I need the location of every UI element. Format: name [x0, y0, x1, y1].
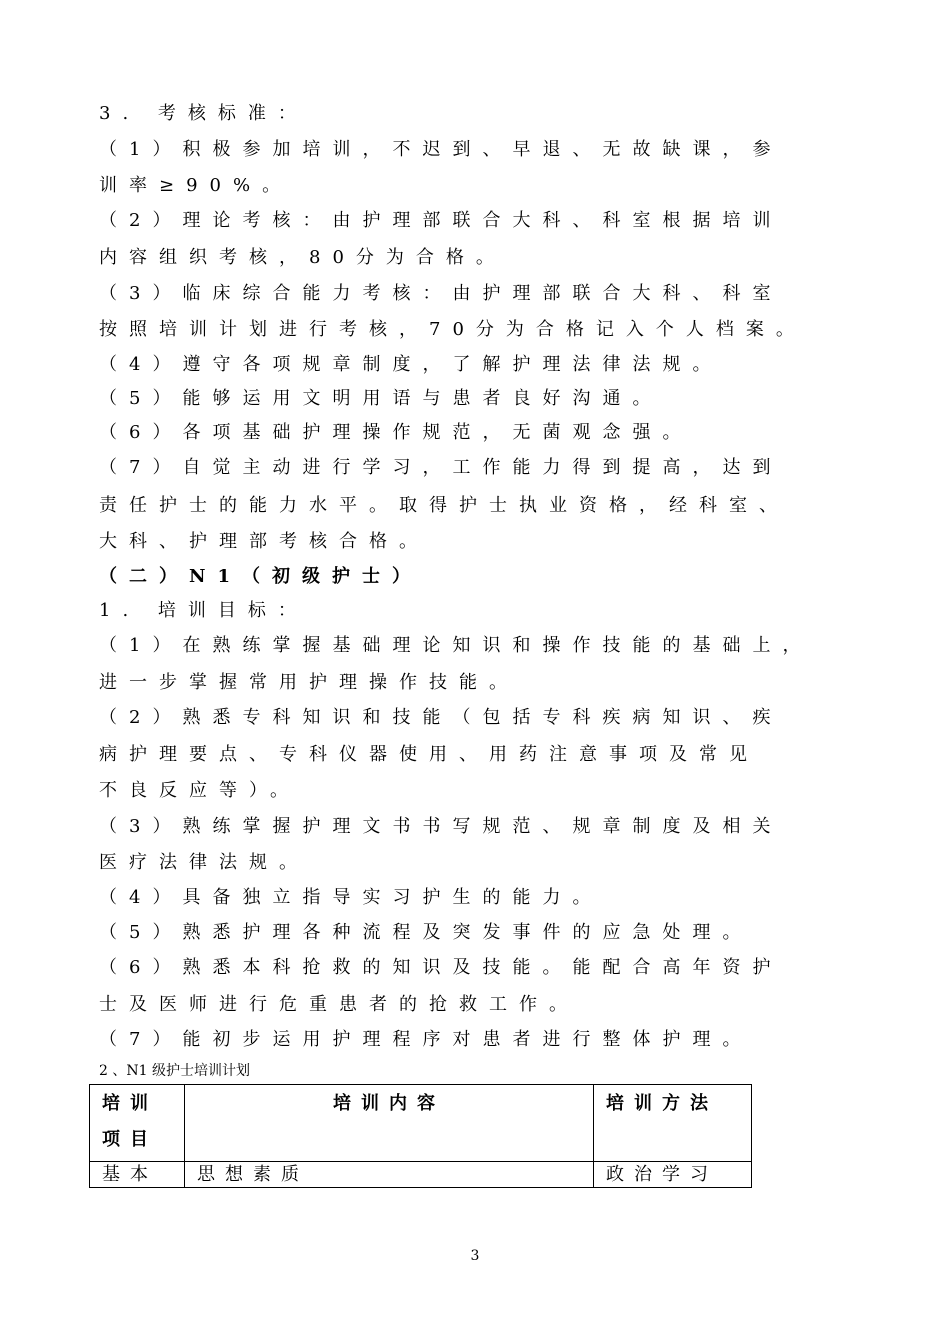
section-heading-n1: （二）N1（初级护士）: [99, 566, 422, 587]
paragraph-line: （7）能初步运用护理程序对患者进行整体护理。: [99, 1029, 753, 1050]
training-plan-table: [89, 1084, 752, 1188]
cell-content: 思想素质: [185, 1162, 594, 1188]
paragraph-line: 按照培训计划进行考核，70分为合格记入个人档案。: [99, 319, 806, 340]
paragraph-line: 进一步掌握常用护理操作技能。: [99, 672, 519, 693]
paragraph-line: （5）能够运用文明用语与患者良好沟通。: [99, 388, 663, 409]
paragraph-line: （1）在熟练掌握基础理论知识和操作技能的基础上，: [99, 635, 813, 656]
paragraph-line: （4）具备独立指导实习护生的能力。: [99, 887, 603, 908]
paragraph-line: 不良反应等）。: [99, 780, 300, 801]
paragraph-line: （2）理论考核：由护理部联合大科、科室根据培训: [99, 210, 783, 231]
paragraph-line: 医疗法律法规。: [99, 852, 309, 873]
paragraph-line: （7）自觉主动进行学习，工作能力得到提高，达到: [99, 457, 783, 478]
table-caption: 2 、N1 级护士培训计划: [99, 1063, 250, 1079]
header-method-label: 培训方法: [606, 1093, 718, 1114]
paragraph-line: （6）熟悉本科抢救的知识及技能。能配合高年资护: [99, 957, 783, 978]
header-training-content: [185, 1085, 594, 1162]
heading-assessment-standard: 3. 考核标准：: [99, 103, 308, 124]
header-training-method: [594, 1085, 752, 1162]
paragraph-line: （3）临床综合能力考核：由护理部联合大科、科室: [99, 283, 783, 304]
page-number: 3: [470, 1248, 480, 1264]
paragraph-line: 士及医师进行危重患者的抢救工作。: [99, 994, 579, 1015]
paragraph-line: （6）各项基础护理操作规范，无菌观念强。: [99, 422, 693, 443]
header-training-item: [90, 1085, 185, 1162]
paragraph-line: （4）遵守各项规章制度，了解护理法律法规。: [99, 354, 723, 375]
table-row: [90, 1162, 752, 1188]
cell-method: 政治学习: [594, 1162, 752, 1188]
cell-item: 基本: [90, 1162, 185, 1188]
paragraph-line: 责任护士的能力水平。取得护士执业资格，经科室、: [99, 495, 789, 516]
paragraph-line: （2）熟悉专科知识和技能（包括专科疾病知识、疾: [99, 707, 783, 728]
paragraph-line: 训率≥90%。: [99, 175, 293, 196]
paragraph-line: （3）熟练掌握护理文书书写规范、规章制度及相关: [99, 816, 783, 837]
paragraph-line: 大科、护理部考核合格。: [99, 531, 429, 552]
table-header-row: [90, 1085, 752, 1162]
header-item-line2: 项目: [102, 1129, 158, 1150]
paragraph-line: 内容组织考核，80分为合格。: [99, 247, 506, 268]
header-content-label: 培训内容: [333, 1093, 445, 1114]
paragraph-line: （5）熟悉护理各种流程及突发事件的应急处理。: [99, 922, 753, 943]
heading-training-goals: 1. 培训目标：: [99, 600, 308, 621]
paragraph-line: （1）积极参加培训，不迟到、早退、无故缺课，参: [99, 139, 783, 160]
paragraph-line: 病护理要点、专科仪器使用、用药注意事项及常见: [99, 744, 759, 765]
header-item-line1: 培训: [102, 1093, 158, 1114]
